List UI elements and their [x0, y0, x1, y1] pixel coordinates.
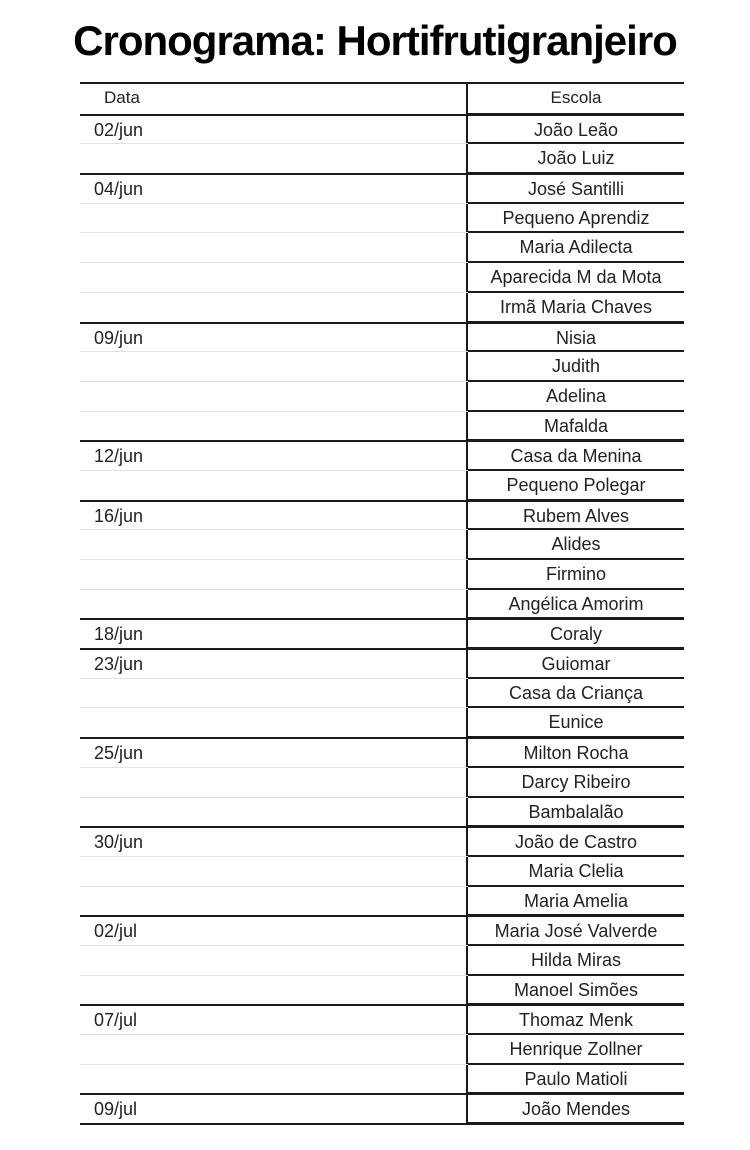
table-row [80, 559, 684, 589]
table-row [80, 945, 684, 975]
date-cell [80, 560, 468, 589]
date-cell: 30/jun [80, 828, 468, 856]
date-cell [80, 679, 468, 708]
school-cell: João de Castro [468, 828, 684, 857]
school-cell: Nisia [468, 324, 684, 353]
date-cell [80, 768, 468, 797]
table-row [80, 707, 684, 737]
table-row [80, 648, 684, 678]
table-row [80, 1064, 684, 1094]
date-cell [80, 471, 468, 500]
date-cell: 04/jun [80, 175, 468, 203]
school-cell: Casa da Menina [468, 442, 684, 471]
school-cell: Henrique Zollner [468, 1035, 684, 1065]
date-cell: 09/jul [80, 1095, 468, 1123]
school-cell: Firmino [468, 560, 684, 590]
table-row [80, 262, 684, 292]
table-row [80, 143, 684, 173]
school-cell: Maria Amelia [468, 887, 684, 917]
table-row [80, 797, 684, 827]
table-row [80, 351, 684, 381]
school-cell: Coraly [468, 620, 684, 649]
table-header-row [80, 84, 684, 114]
table-row [80, 381, 684, 411]
school-cell: Pequeno Aprendiz [468, 204, 684, 234]
school-cell: Alides [468, 530, 684, 560]
date-cell [80, 798, 468, 827]
school-cell: Darcy Ribeiro [468, 768, 684, 798]
table-row [80, 500, 684, 530]
header-date: Data [80, 84, 468, 114]
school-cell: Angélica Amorim [468, 590, 684, 620]
table-row [80, 173, 684, 203]
table-row [80, 1093, 684, 1123]
table-row [80, 737, 684, 767]
school-cell: Manoel Simões [468, 976, 684, 1006]
school-cell: Milton Rocha [468, 739, 684, 768]
header-school: Escola [468, 84, 684, 115]
date-cell [80, 887, 468, 916]
school-cell: Maria José Valverde [468, 917, 684, 946]
school-cell: Mafalda [468, 412, 684, 442]
table-row [80, 411, 684, 441]
table-row [80, 470, 684, 500]
school-cell: Guiomar [468, 650, 684, 679]
date-cell: 18/jun [80, 620, 468, 648]
date-cell [80, 352, 468, 381]
school-cell: Bambalalão [468, 798, 684, 828]
table-row [80, 856, 684, 886]
school-cell: Casa da Criança [468, 679, 684, 709]
table-row [80, 826, 684, 856]
school-cell: Maria Clelia [468, 857, 684, 887]
date-cell: 12/jun [80, 442, 468, 470]
date-cell [80, 233, 468, 262]
school-cell: Judith [468, 352, 684, 382]
date-cell [80, 857, 468, 886]
table-row [80, 440, 684, 470]
school-cell: Pequeno Polegar [468, 471, 684, 501]
school-cell: Adelina [468, 382, 684, 412]
date-cell [80, 412, 468, 441]
school-cell: Paulo Matioli [468, 1065, 684, 1095]
date-cell [80, 1035, 468, 1064]
date-cell [80, 530, 468, 559]
date-cell: 16/jun [80, 502, 468, 530]
date-cell [80, 293, 468, 322]
date-cell: 23/jun [80, 650, 468, 678]
table-row [80, 767, 684, 797]
date-cell: 25/jun [80, 739, 468, 767]
school-cell: Aparecida M da Mota [468, 263, 684, 293]
table-row [80, 114, 684, 144]
date-cell [80, 382, 468, 411]
table-row [80, 529, 684, 559]
schedule-table [80, 82, 684, 1125]
school-cell: João Luiz [468, 144, 684, 174]
school-cell: Hilda Miras [468, 946, 684, 976]
table-row [80, 1004, 684, 1034]
school-cell: Eunice [468, 708, 684, 738]
table-row [80, 322, 684, 352]
date-cell: 07/jul [80, 1006, 468, 1034]
table-row [80, 678, 684, 708]
table-row [80, 232, 684, 262]
date-cell: 09/jun [80, 324, 468, 352]
date-cell [80, 590, 468, 619]
date-cell: 02/jul [80, 917, 468, 945]
date-cell: 02/jun [80, 116, 468, 144]
date-cell [80, 976, 468, 1005]
table-row [80, 203, 684, 233]
table-row [80, 886, 684, 916]
date-cell [80, 204, 468, 233]
school-cell: Irmã Maria Chaves [468, 293, 684, 323]
table-row [80, 975, 684, 1005]
school-cell: Maria Adilecta [468, 233, 684, 263]
school-cell: João Mendes [468, 1095, 684, 1124]
table-row [80, 1034, 684, 1064]
date-cell [80, 144, 468, 173]
date-cell [80, 263, 468, 292]
page-title: Cronograma: Hortifrutigranjeiro [73, 17, 677, 64]
school-cell: Rubem Alves [468, 502, 684, 531]
table-row [80, 618, 684, 648]
school-cell: Thomaz Menk [468, 1006, 684, 1035]
date-cell [80, 946, 468, 975]
date-cell [80, 708, 468, 737]
date-cell [80, 1065, 468, 1094]
table-row [80, 589, 684, 619]
table-row [80, 292, 684, 322]
school-cell: João Leão [468, 116, 684, 145]
table-row [80, 915, 684, 945]
school-cell: José Santilli [468, 175, 684, 204]
